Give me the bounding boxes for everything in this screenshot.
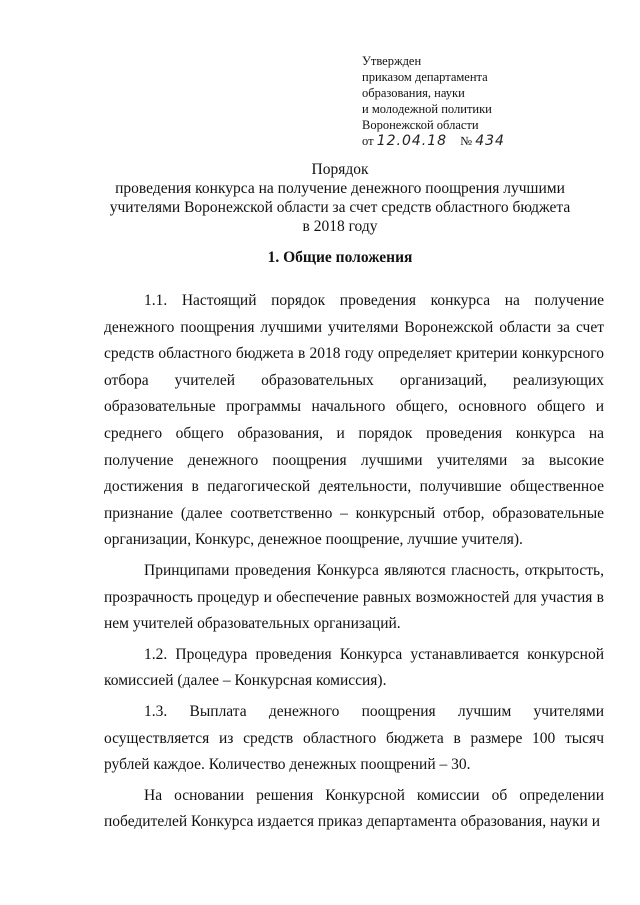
section-heading: 1. Общие положения xyxy=(267,249,413,266)
document-body xyxy=(104,288,604,840)
title-line: учителями Воронежской области за счет средств областного бюджета xyxy=(109,199,571,216)
approval-line: Воронежской области xyxy=(362,118,479,132)
number-prefix: № xyxy=(460,134,473,148)
paragraph: 1.2. Процедура проведения Конкурса устанавливается конкурсной комиссией (далее – Конкурсная комиссия). xyxy=(104,645,604,690)
handwritten-number: 434 xyxy=(475,133,505,149)
handwritten-date: 12.04.18 xyxy=(376,133,448,149)
approval-line: приказом департамента xyxy=(362,70,488,84)
title-line: проведения конкурса на получение денежного поощрения лучшими xyxy=(115,180,565,197)
paragraph: 1.3. Выплата денежного поощрения лучшим учителями осуществляется из средств областного бюджета в размере 100 тысяч рублей каждое. Количество денежных поощрений – 30. xyxy=(104,702,604,774)
approval-line: Утвержден xyxy=(362,54,422,68)
approval-line: и молодежной политики xyxy=(362,102,492,116)
paragraph: Принципами проведения Конкурса являются гласность, открытость, прозрачность процедур и обеспечение равных возможностей для участия в нем учителей образовательных организаций. xyxy=(104,561,604,633)
title-line: Порядок xyxy=(311,161,369,178)
approval-date-line xyxy=(362,133,505,149)
paragraph: 1.1. Настоящий порядок проведения конкурса на получение денежного поощрения лучшими учителями Воронежской области за счет средств областного бюджета в 2018 году определяет критерии конкурсного отбора учителей образовательных организаций, реализующих образовательные программы начального общего, основного общего и среднего общего образования, и порядок проведения конкурса на получение денежного поощрения лучшими учителями за высокие достижения в педагогической деятельности, получившие общественное признание (далее соответственно – конкурсный отбор, образовательные организации, Конкурс, денежное поощрение, лучшие учителя). xyxy=(104,292,604,549)
approval-stamp xyxy=(362,53,505,149)
document-title xyxy=(100,160,580,236)
date-prefix: от xyxy=(362,134,374,148)
approval-line: образования, науки xyxy=(362,86,465,100)
title-line: в 2018 году xyxy=(302,218,378,235)
paragraph: На основании решения Конкурсной комиссии об определении победителей Конкурса издается приказ департамента образования, науки и xyxy=(104,786,604,831)
